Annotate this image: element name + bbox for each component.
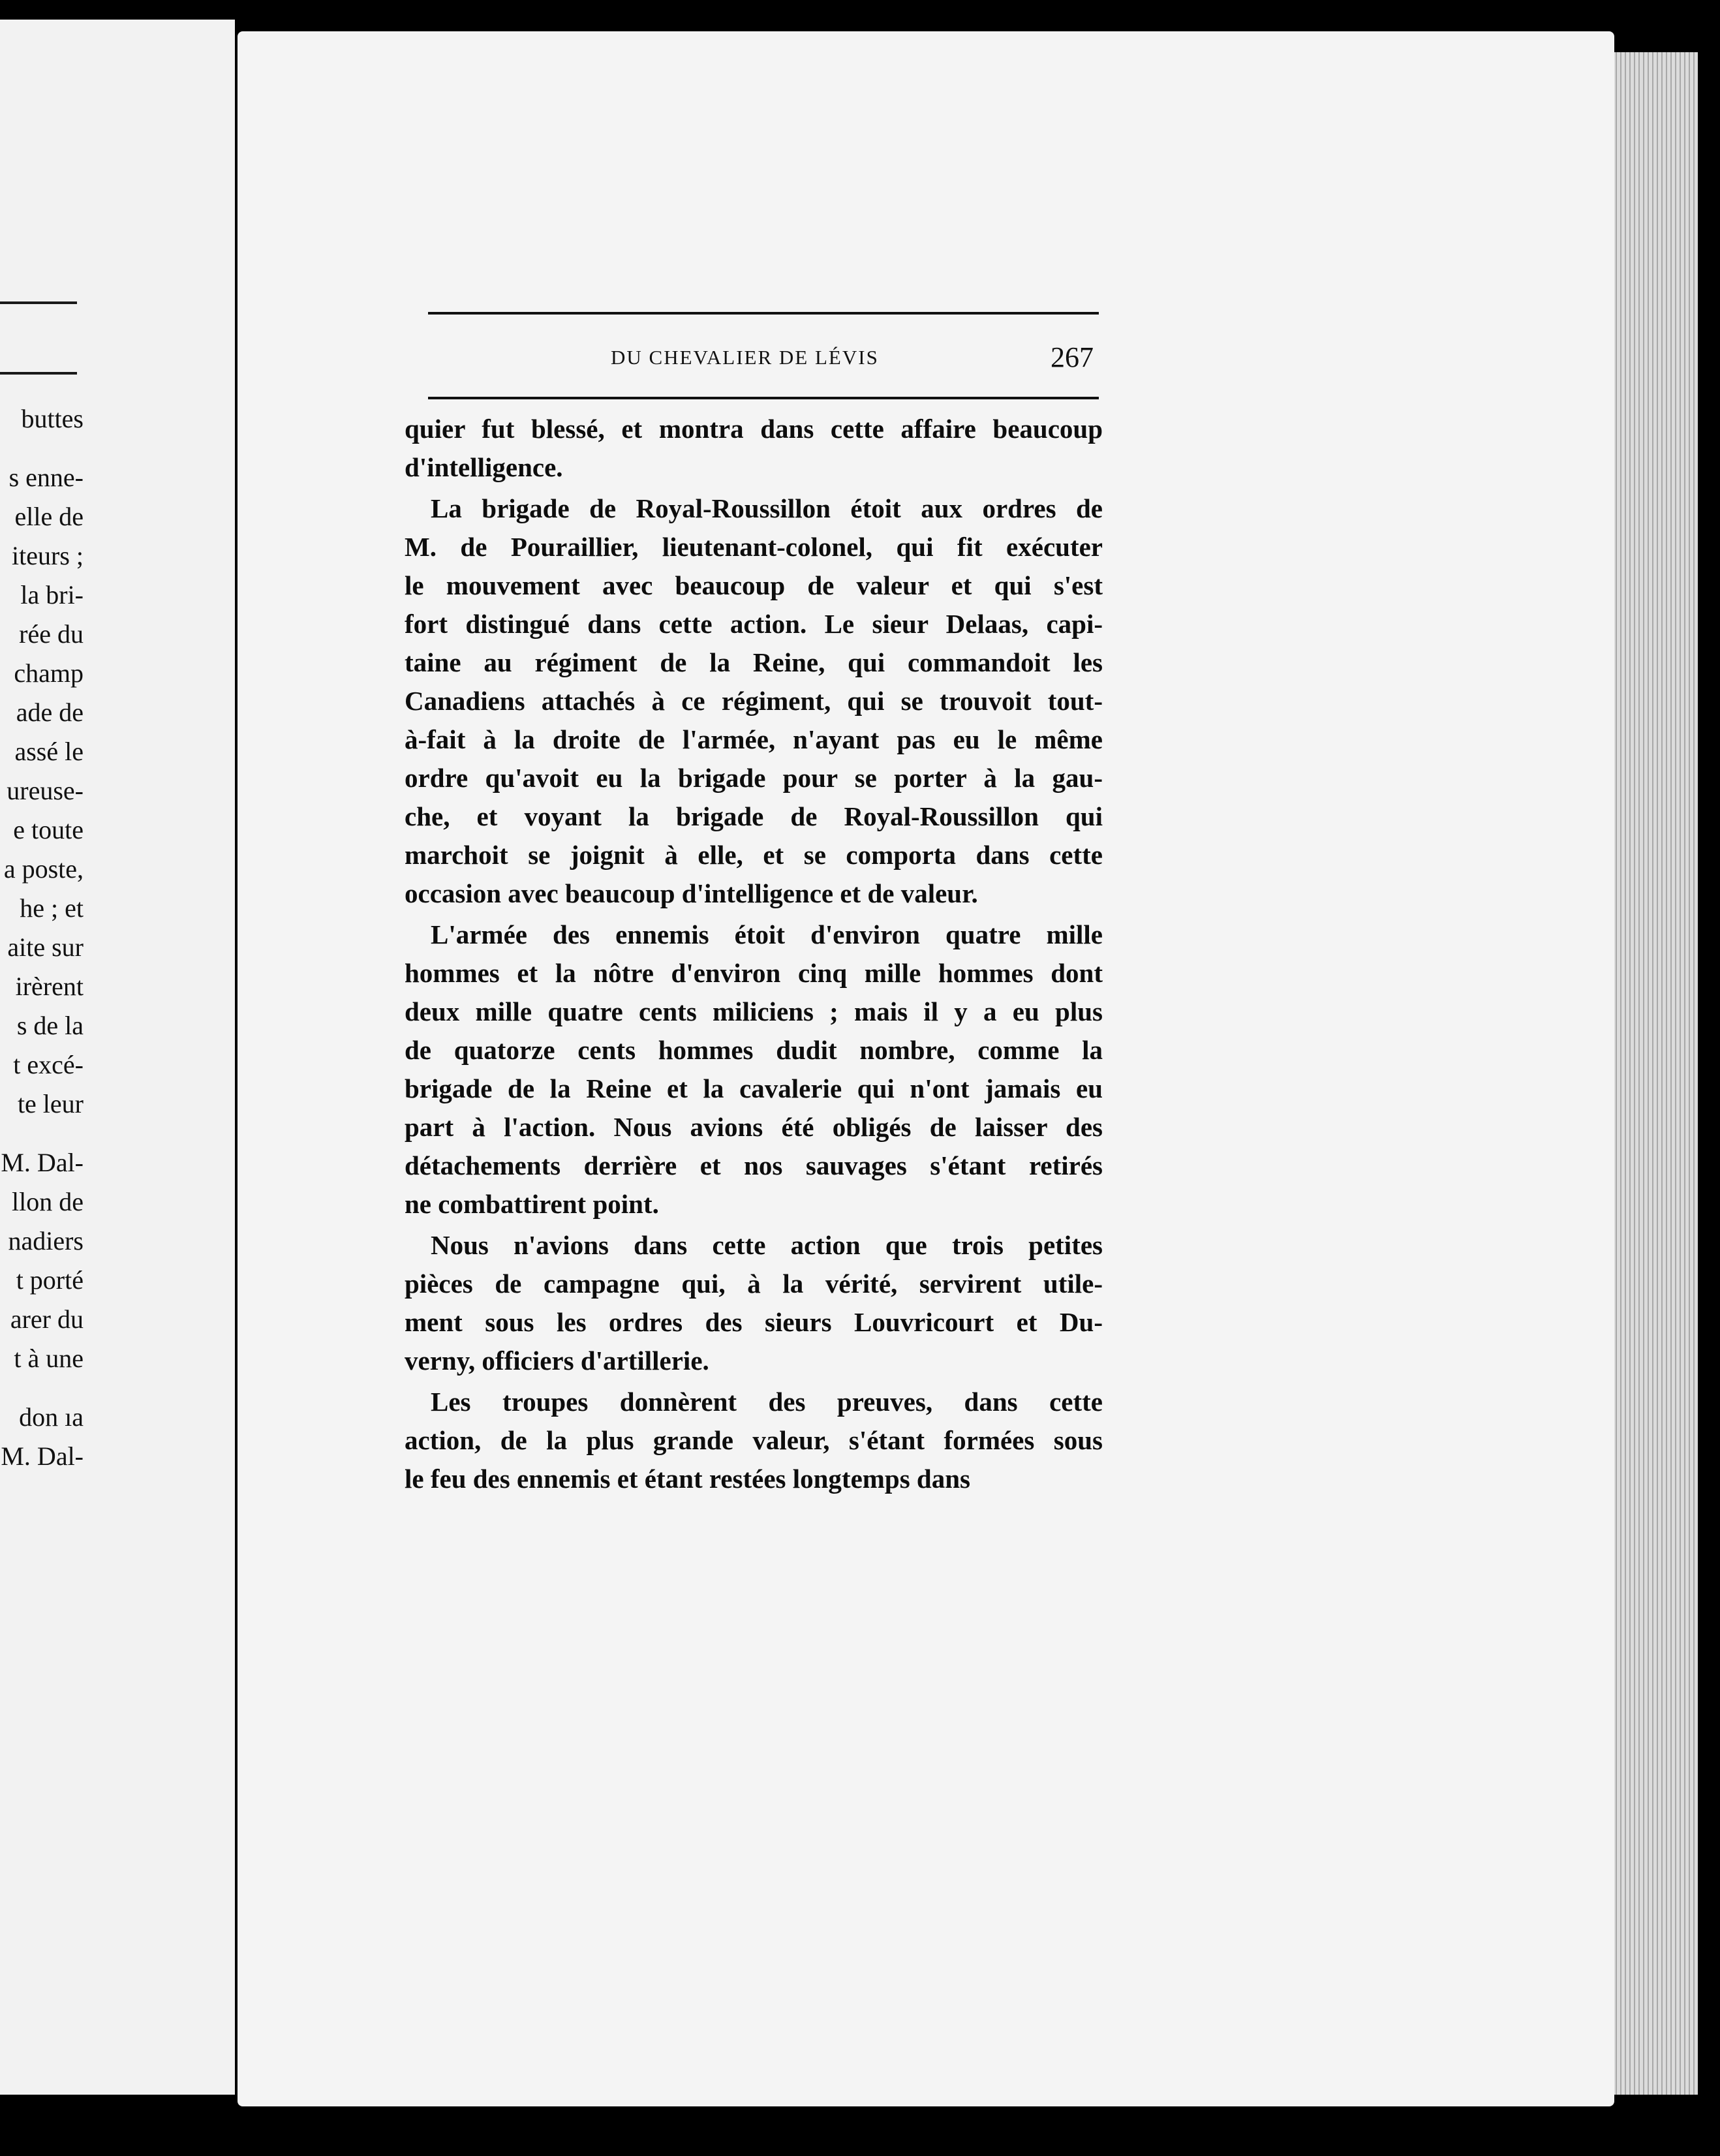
- text-line: fort distingué dans cette action. Le sieur Delaas, capi-: [405, 609, 1103, 639]
- text-line: ment sous les ordres des sieurs Louvricourt et Du-: [405, 1307, 1103, 1337]
- paragraph: [405, 410, 1103, 487]
- left-page-bottom-rule: [0, 372, 77, 375]
- text-line: occasion avec beaucoup d'intelligence et de valeur.: [405, 878, 978, 908]
- previous-page-line: M. Dal-: [1, 1148, 84, 1177]
- paragraph: [405, 489, 1103, 913]
- running-head: DU CHEVALIER DE LÉVIS: [611, 346, 879, 369]
- previous-page-line: llon de: [12, 1187, 84, 1216]
- text-line: de quatorze cents hommes dudit nombre, comme la: [405, 1035, 1103, 1065]
- previous-page-line: ade de: [16, 698, 84, 727]
- paragraph: [405, 1226, 1103, 1380]
- text-line: La brigade de Royal-Roussillon étoit aux ordres de: [431, 493, 1103, 523]
- previous-page-line: la bri-: [20, 580, 84, 609]
- previous-page-line: elle de: [14, 502, 84, 531]
- previous-page-line: nadiers: [8, 1226, 84, 1255]
- page-header: [428, 312, 1099, 403]
- previous-page-line: aite sur: [7, 932, 84, 962]
- left-page-top-rule: [0, 301, 77, 304]
- text-line: ordre qu'avoit eu la brigade pour se porter à la gau-: [405, 763, 1103, 793]
- previous-page-line: champ: [14, 658, 84, 688]
- text-line: pièces de campagne qui, à la vérité, servirent utile-: [405, 1269, 1103, 1299]
- text-line: L'armée des ennemis étoit d'environ quatre mille: [431, 919, 1103, 949]
- text-line: che, et voyant la brigade de Royal-Roussillon qui: [405, 801, 1103, 831]
- previous-page-line: s enne-: [8, 463, 84, 492]
- page-number: 267: [1051, 341, 1094, 373]
- previous-page-text: [0, 399, 84, 1476]
- text-line: brigade de la Reine et la cavalerie qui n'ont jamais eu: [405, 1073, 1103, 1103]
- header-top-rule: [428, 312, 1099, 315]
- text-line: à-fait à la droite de l'armée, n'ayant pas eu le même: [405, 724, 1103, 754]
- previous-page-line: M. Dal-: [1, 1441, 84, 1471]
- text-line: marchoit se joignit à elle, et se comporta dans cette: [405, 840, 1103, 870]
- previous-page-line: iteurs ;: [12, 541, 84, 570]
- paragraph: [405, 916, 1103, 1224]
- text-line: hommes et la nôtre d'environ cinq mille hommes dont: [405, 958, 1103, 988]
- text-line: ne combattirent point.: [405, 1189, 659, 1219]
- previous-page-line: s de la: [16, 1011, 84, 1040]
- previous-page-line: t à une: [14, 1344, 84, 1373]
- previous-page-line: assé le: [14, 737, 84, 766]
- text-line: détachements derrière et nos sauvages s'étant retirés: [405, 1150, 1103, 1180]
- text-line: Canadiens attachés à ce régiment, qui se trouvoit tout-: [405, 686, 1103, 716]
- previous-page-line: t excé-: [13, 1050, 84, 1079]
- previous-page-line: [0, 439, 84, 458]
- previous-page-line: rée du: [19, 619, 84, 649]
- text-line: part à l'action. Nous avions été obligés de laisser des: [405, 1112, 1103, 1142]
- previous-page-line: te leur: [17, 1089, 84, 1118]
- text-line: Les troupes donnèrent des preuves, dans cette: [431, 1387, 1103, 1417]
- paragraph: [405, 1383, 1103, 1498]
- header-bottom-rule: [428, 397, 1099, 399]
- text-line: taine au régiment de la Reine, qui commandoit les: [405, 647, 1103, 677]
- previous-page-line: [0, 1124, 84, 1143]
- page-body-text: [405, 410, 1103, 1501]
- text-line: M. de Pouraillier, lieutenant-colonel, qui fit exécuter: [405, 532, 1103, 562]
- previous-page-line: irèrent: [15, 972, 84, 1001]
- previous-page-line: arer du: [10, 1304, 84, 1334]
- text-line: Nous n'avions dans cette action que trois petites: [431, 1230, 1103, 1260]
- previous-page-line: t porté: [16, 1265, 84, 1295]
- previous-page-line: [0, 1378, 84, 1398]
- text-line: le feu des ennemis et étant restées longtemps dans: [405, 1464, 970, 1494]
- previous-page-line: buttes: [21, 404, 84, 433]
- previous-page-line: a poste,: [3, 854, 84, 884]
- previous-page-line: ureuse-: [7, 776, 84, 805]
- previous-page-line: e toute: [13, 815, 84, 844]
- text-line: verny, officiers d'artillerie.: [405, 1346, 709, 1376]
- text-line: le mouvement avec beaucoup de valeur et qui s'est: [405, 570, 1103, 600]
- text-line: d'intelligence.: [405, 452, 563, 482]
- text-line: quier fut blessé, et montra dans cette affaire beaucoup: [405, 414, 1103, 444]
- text-line: deux mille quatre cents miliciens ; mais il y a eu plus: [405, 996, 1103, 1026]
- previous-page-fragment: [0, 20, 235, 2095]
- previous-page-line: don ıa: [19, 1402, 84, 1432]
- previous-page-line: he ; et: [20, 893, 84, 923]
- text-line: action, de la plus grande valeur, s'étant formées sous: [405, 1425, 1103, 1455]
